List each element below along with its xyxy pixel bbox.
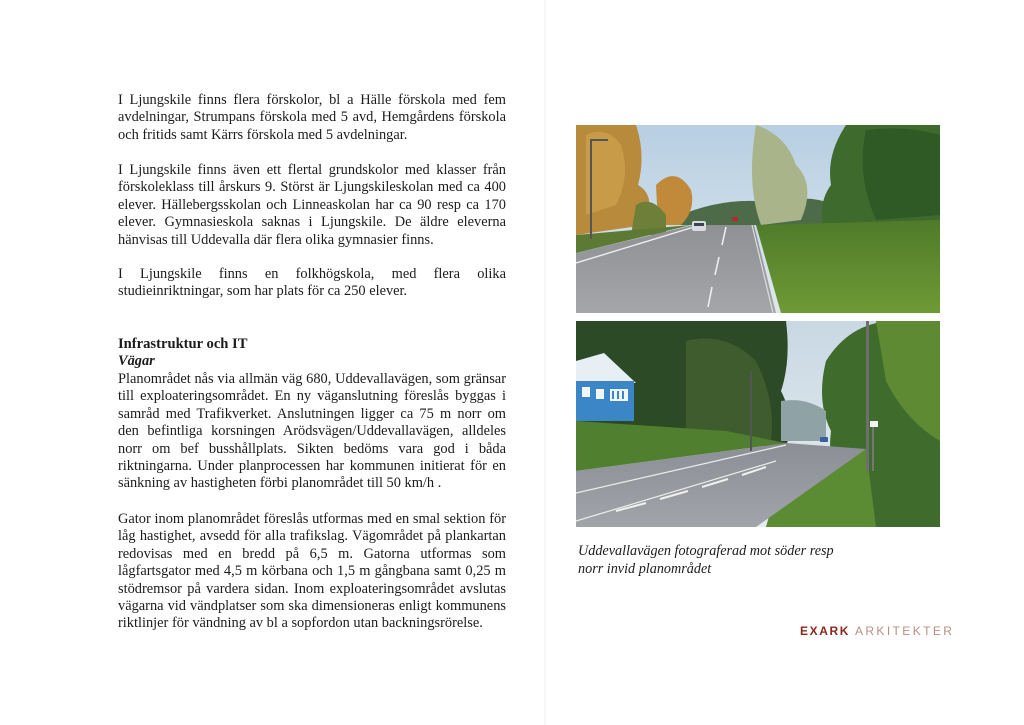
paragraph-road-access: Planområdet nås via allmän väg 680, Uddevallavägen, som gränsar till exploateringsområdet. En ny väganslutning föreslås byggas i samråd med Trafikverket. Anslutningen ligger ca 75 m norr om den befintliga korsningen Arödsvägen/Uddevallavägen, alldeles norr om bef busshållplats. Sikten bedöms vara god i båda riktningarna. Under planprocessen har kommunen initierat för en sänkning av hastigheten förbi planområdet till 50 km/h . bbox=[118, 371, 506, 492]
paragraph-folk-high-school: I Ljungskile finns en folkhögskola, med flera olika studieinriktningar, som har plats för ca 250 elever. bbox=[118, 266, 506, 300]
paragraph-schools: I Ljungskile finns även ett flertal grundskolor med klasser från förskoleklass till årskurs 9. Störst är Ljungskileskolan med ca 400 elever. Hällebergsskolan och Linneaskolan har ca 90 resp ca 170 elever. Gymnasieskola saknas i Ljungskile. De äldre eleverna hänvisas till Uddevalla där flera olika gymnasier finns. bbox=[118, 162, 506, 248]
paragraph-preschools: I Ljungskile finns flera förskolor, bl a Hälle förskola med fem avdelningar, Strumpans förskola med 5 avd, Hemgårdens förskola och fritids samt Kärrs förskola med 5 avdelningar. bbox=[118, 92, 506, 143]
paragraph-streets: Gator inom planområdet föreslås utformas med en smal sektion för låg hastighet, avsedd för alla trafikslag. Vägområdet på plankartan redovisas med en bredd på 6,5 m. Gatorna utformas som lågfartsgator med 4,5 m körbana och 1,5 m gångbana samt 0,25 m stödremsor på vardera sidan. Inom exploateringsområdet avslutas vägarna vid vändplatser som ska dimensioneras enligt kommunens riktlinjer för vändning av bl a sopfordon utan backningsrörelse. bbox=[118, 511, 506, 632]
road-photo-south bbox=[576, 125, 940, 313]
logo-brand-text: EXARK bbox=[800, 624, 851, 638]
photo-caption: Uddevallavägen fotograferad mot söder resp norr invid planområdet bbox=[578, 543, 834, 577]
section-heading-infrastructure: Infrastruktur och IT bbox=[118, 336, 248, 352]
logo-sub-text: ARKITEKTER bbox=[854, 624, 955, 638]
road-photo-north bbox=[576, 321, 940, 527]
road-photo-north-image bbox=[576, 321, 940, 527]
exark-logo bbox=[800, 624, 954, 638]
page-gutter bbox=[544, 0, 546, 725]
road-photo-south-image bbox=[576, 125, 940, 313]
subheading-roads: Vägar bbox=[118, 353, 155, 369]
